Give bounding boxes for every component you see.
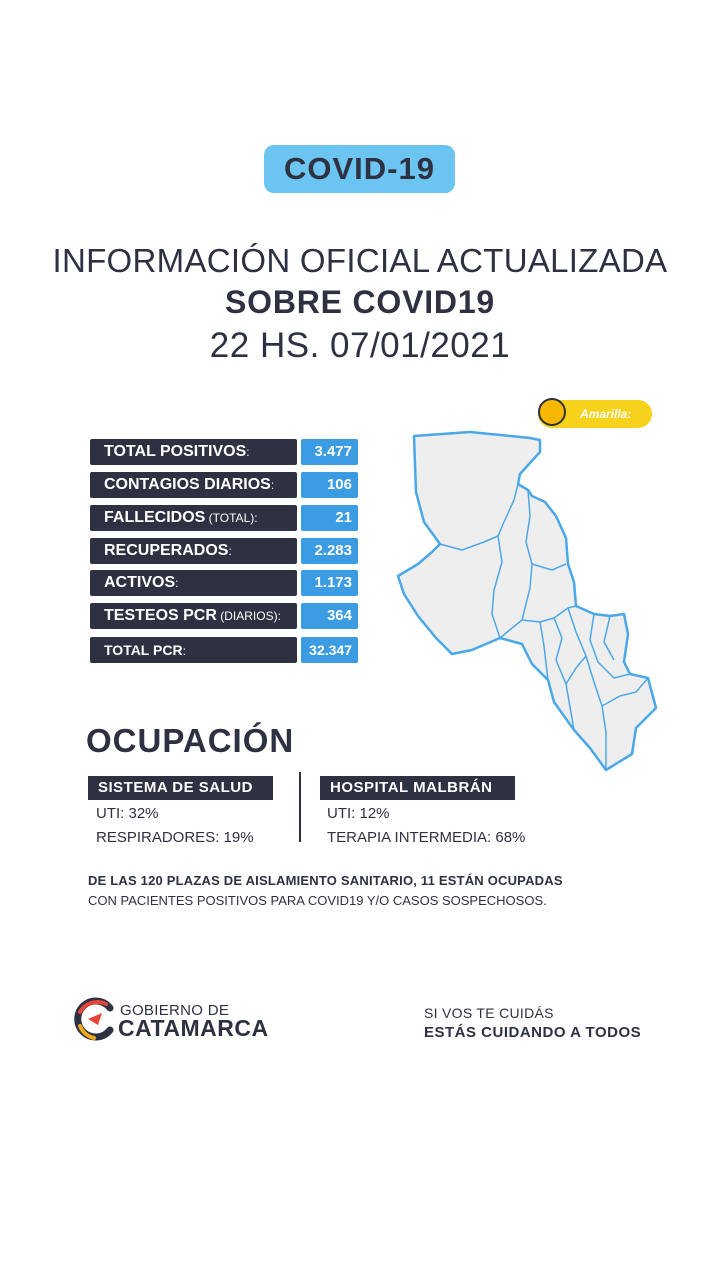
health-system-uti: UTI: 32% bbox=[96, 805, 159, 822]
stat-value: 2.283 bbox=[301, 538, 358, 564]
status-circle-icon bbox=[538, 398, 566, 426]
stat-row-total-pcr bbox=[90, 637, 360, 663]
report-datetime: 22 HS. 07/01/2021 bbox=[209, 326, 511, 365]
occupation-title: OCUPACIÓN bbox=[86, 722, 295, 759]
title-line-1: INFORMACIÓN OFICIAL ACTUALIZADA bbox=[52, 242, 668, 279]
covid-badge: COVID-19 bbox=[264, 145, 455, 193]
isolation-note-line-2: CON PACIENTES POSITIVOS PARA COVID19 Y/O CASOS SOSPECHOSOS. bbox=[88, 893, 547, 908]
title-line-2: SOBRE COVID19 bbox=[224, 284, 496, 320]
stat-row-recuperados bbox=[90, 538, 360, 564]
stat-label: TESTEOS PCR (DIARIOS): bbox=[90, 603, 297, 629]
stat-label: RECUPERADOS: bbox=[90, 538, 297, 564]
stat-label: CONTAGIOS DIARIOS: bbox=[90, 472, 297, 498]
logo-text-main: CATAMARCA bbox=[118, 1015, 269, 1041]
slogan-line-2: ESTÁS CUIDANDO A TODOS bbox=[424, 1024, 642, 1041]
hospital-heading: HOSPITAL MALBRÁN bbox=[320, 776, 515, 800]
stat-label: TOTAL PCR: bbox=[90, 637, 297, 663]
catamarca-province-map bbox=[380, 392, 680, 782]
catamarca-logo-icon bbox=[72, 996, 118, 1042]
isolation-note-line-1: DE LAS 120 PLAZAS DE AISLAMIENTO SANITARIO, 11 ESTÁN OCUPADAS bbox=[88, 873, 563, 888]
stat-label: ACTIVOS: bbox=[90, 570, 297, 596]
stat-row-fallecidos bbox=[90, 505, 360, 531]
hospital-terapia-intermedia: TERAPIA INTERMEDIA: 68% bbox=[327, 829, 526, 846]
hospital-uti: UTI: 12% bbox=[327, 805, 390, 822]
stat-label: TOTAL POSITIVOS: bbox=[90, 439, 297, 465]
section-divider bbox=[299, 772, 301, 842]
stat-value: 364 bbox=[301, 603, 358, 629]
stat-label: FALLECIDOS (TOTAL): bbox=[90, 505, 297, 531]
status-label: Amarilla: bbox=[580, 407, 632, 421]
logo-text-top: GOBIERNO DE bbox=[120, 1002, 230, 1019]
stat-value: 106 bbox=[301, 472, 358, 498]
stat-value: 32.347 bbox=[301, 637, 358, 663]
health-system-respiradores: RESPIRADORES: 19% bbox=[96, 829, 254, 846]
stat-value: 1.173 bbox=[301, 570, 358, 596]
health-system-heading: SISTEMA DE SALUD bbox=[88, 776, 273, 800]
stat-row-activos bbox=[90, 570, 360, 596]
slogan-line-1: SI VOS TE CUIDÁS bbox=[424, 1005, 554, 1021]
stat-value: 21 bbox=[301, 505, 358, 531]
stat-row-contagios-diarios bbox=[90, 472, 360, 498]
stat-value: 3.477 bbox=[301, 439, 358, 465]
stat-row-testeos-pcr bbox=[90, 603, 360, 629]
stat-row-total-positivos bbox=[90, 439, 360, 465]
